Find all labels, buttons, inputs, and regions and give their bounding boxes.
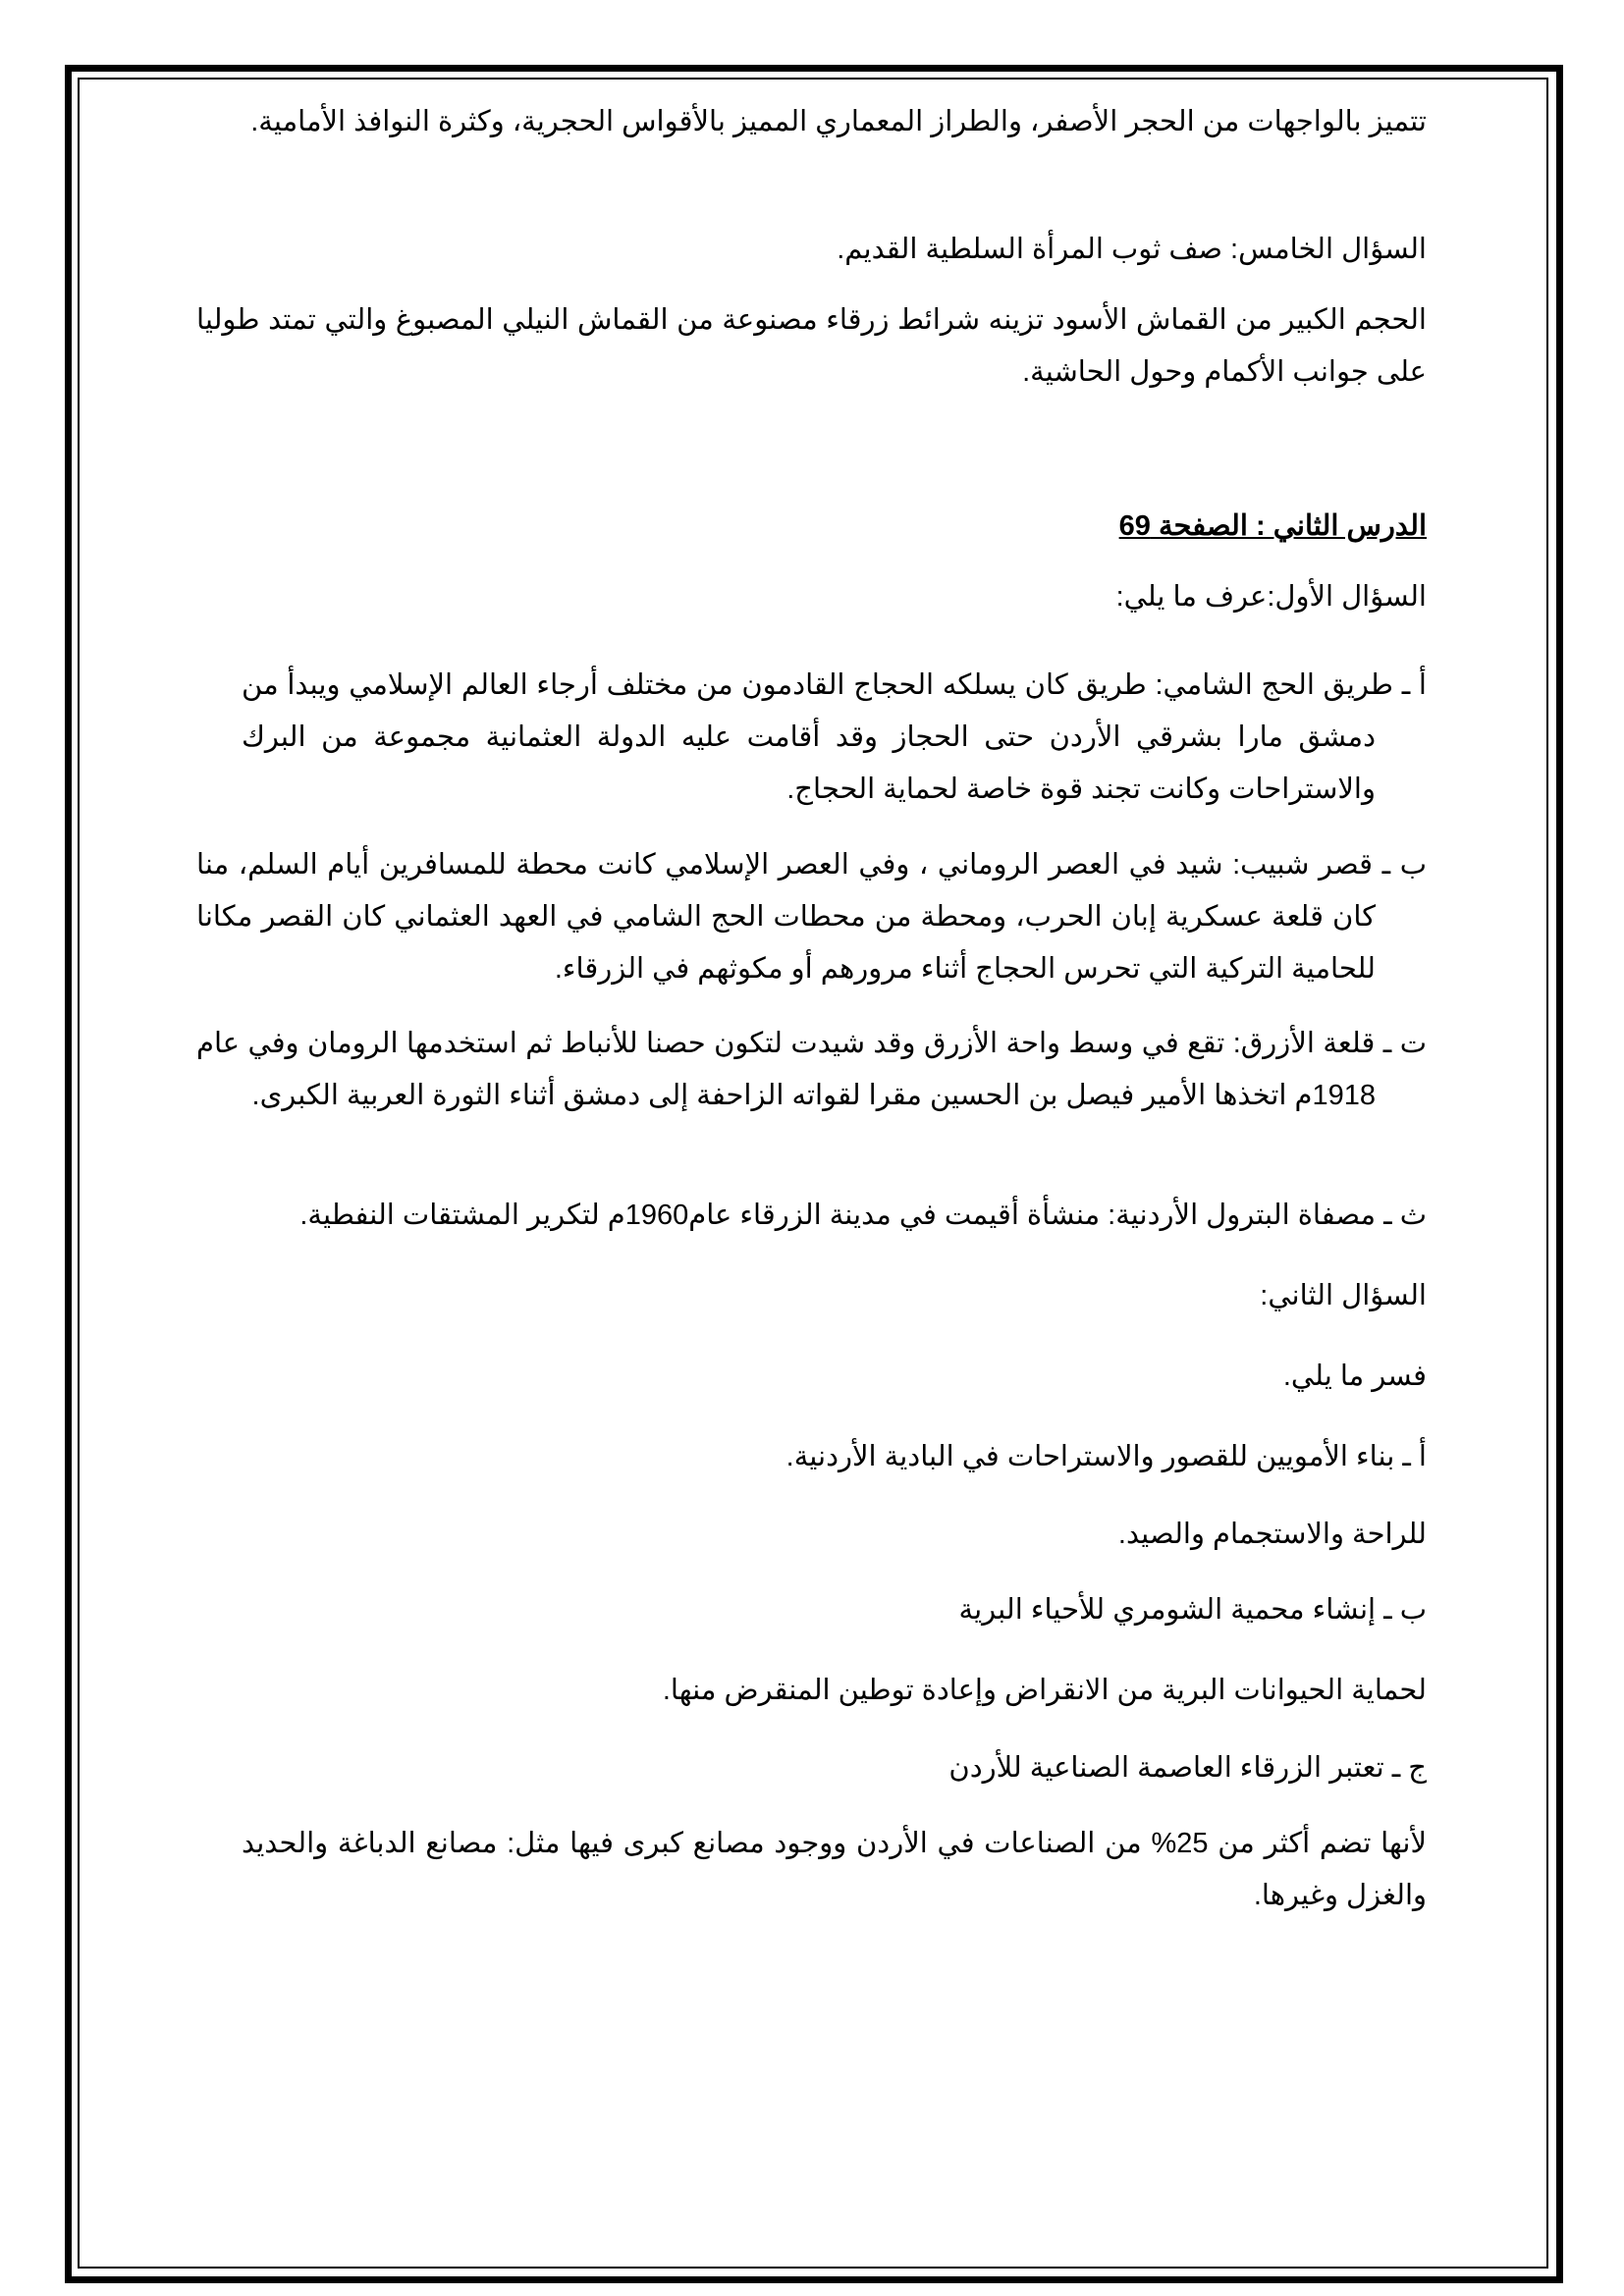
- explain-answer: للراحة والاستجمام والصيد.: [1117, 1519, 1427, 1550]
- definition-item: ب ـ قصر شبيب: شيد في العصر الروماني ، وفي العصر الإسلامي كانت محطة للمسافرين أيام السلم، منا كان قلعة عسكرية إبان الحرب، ومحطة من محطات الحج الشامي في العهد العثماني كان القصر مكانا للحامية التركية التي تحرس الحجاج أثناء مرورهم أو مكوثهم في الزرقاء.: [196, 849, 1428, 985]
- explain-question: أ ـ بناء الأمويين للقصور والاستراحات في البادية الأردنية.: [785, 1441, 1427, 1472]
- lesson-heading: الدرس الثاني : الصفحة 69: [1118, 510, 1427, 542]
- question-five: السؤال الخامس: صف ثوب المرأة السلطية القديم.: [837, 234, 1427, 265]
- question-one: السؤال الأول:عرف ما يلي:: [1115, 581, 1427, 613]
- question-two-sub: فسر ما يلي.: [1282, 1361, 1427, 1392]
- answer-five: الحجم الكبير من القماش الأسود تزينه شرائط زرقاء مصنوعة من القماش النيلي المصبوغ والتي تمتد طوليا على جوانب الأكمام وحول الحاشية.: [196, 304, 1427, 388]
- explain-answer: لحماية الحيوانات البرية من الانقراض وإعادة توطين المنقرض منها.: [662, 1675, 1427, 1706]
- definition-item: أ ـ طريق الحج الشامي: طريق كان يسلكه الحجاج القادمون من مختلف أرجاء العالم الإسلامي ويبدأ من دمشق مارا بشرقي الأردن حتى الحجاز وقد أقامت عليه الدولة العثمانية مجموعة من البرك والاستراحات وكانت تجند قوة خاصة لحماية الحجاج.: [242, 669, 1427, 805]
- explain-question: ب ـ إنشاء محمية الشومري للأحياء البرية: [958, 1594, 1427, 1626]
- intro-paragraph: تتميز بالواجهات من الحجر الأصفر، والطراز المعماري المميز بالأقواس الحجرية، وكثرة النوافذ الأمامية.: [250, 106, 1427, 137]
- definition-item: ت ـ قلعة الأزرق: تقع في وسط واحة الأزرق وقد شيدت لتكون حصنا للأنباط ثم استخدمها الرومان وفي عام 1918م اتخذها الأمير فيصل بن الحسين مقرا لقواته الزاحفة إلى دمشق أثناء الثورة العربية الكبرى.: [196, 1028, 1427, 1111]
- explain-question: ج ـ تعتبر الزرقاء العاصمة الصناعية للأردن: [948, 1752, 1427, 1784]
- explain-answer: لأنها تضم أكثر من 25% من الصناعات في الأردن ووجود مصانع كبرى فيها مثل: مصانع الدباغة والحديد والغزل وغيرها.: [242, 1828, 1427, 1911]
- question-two: السؤال الثاني:: [1260, 1280, 1427, 1311]
- definition-item: ث ـ مصفاة البترول الأردنية: منشأة أقيمت في مدينة الزرقاء عام1960م لتكرير المشتقات النفطية.: [299, 1200, 1427, 1231]
- page-border-inner: [78, 78, 1548, 2269]
